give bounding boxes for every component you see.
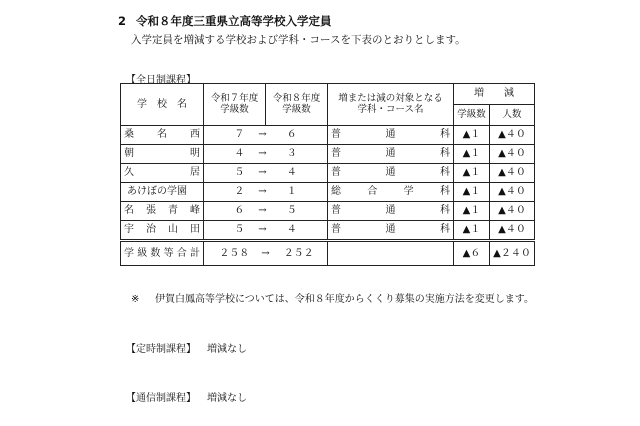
total-label: 学級数等合計 (121, 241, 204, 266)
class-change (204, 145, 328, 164)
header-course (328, 84, 454, 126)
header-course-bottom: 学科・コース名 (357, 103, 424, 115)
change-classes: ▲１ (454, 164, 490, 183)
r7-classes: ２ (234, 186, 245, 198)
change-classes: ▲１ (454, 202, 490, 221)
change-classes: ▲１ (454, 126, 490, 145)
r7-classes: ７ (234, 129, 245, 141)
note-text: 伊賀白鳳高等学校については、令和８年度からくくり募集の実施方法を変更します。 (155, 294, 534, 305)
enrollment-table (120, 83, 535, 266)
r7-classes: ５ (234, 224, 245, 236)
course-name: 普通科 (328, 164, 454, 183)
intro-text: 入学定員を増減する学校および学科・コースを下表のとおりとします。 (131, 34, 466, 46)
section-number: 2 (118, 14, 127, 28)
table-row (121, 221, 535, 241)
school-name: あけぼの学園 (121, 183, 204, 202)
header-course-top: 増または減の対象となる (338, 92, 443, 104)
school-name: 朝明 (121, 145, 204, 164)
arrow: → (258, 224, 267, 236)
full-time-label: 【全日制課程】 (126, 75, 196, 86)
change-people: ▲４０ (490, 183, 535, 202)
r7-classes: ５ (234, 167, 245, 179)
total-r7: ２５８ (219, 247, 250, 259)
table-row (121, 164, 535, 183)
class-change (204, 202, 328, 221)
course-name: 総合学科 (328, 183, 454, 202)
school-name: 久居 (121, 164, 204, 183)
table-row (121, 183, 535, 202)
r8-classes: ３ (286, 148, 297, 160)
course-name: 普通科 (328, 145, 454, 164)
course-name: 普通科 (328, 202, 454, 221)
total-course (328, 241, 454, 266)
school-name: 桑名西 (121, 126, 204, 145)
change-classes: ▲１ (454, 221, 490, 241)
change-classes: ▲１ (454, 183, 490, 202)
table-row (121, 202, 535, 221)
header-row (121, 84, 535, 105)
header-change-classes: 学級数 (454, 105, 490, 126)
course-name: 普通科 (328, 221, 454, 241)
arrow: → (258, 186, 267, 198)
course-name: 普通科 (328, 126, 454, 145)
table-row (121, 126, 535, 145)
header-r8-bottom: 学級数 (282, 103, 311, 115)
header-change: 増 減 (454, 84, 535, 105)
total-change-classes: ▲６ (454, 241, 490, 266)
arrow: → (258, 129, 267, 141)
total-change-people: ▲２４０ (490, 241, 535, 266)
class-change (204, 183, 328, 202)
total-class-change (204, 241, 328, 266)
class-change (204, 221, 328, 241)
note-mark: ※ (131, 294, 140, 305)
arrow: → (258, 205, 267, 217)
note (131, 290, 534, 305)
class-change (204, 164, 328, 183)
change-people: ▲４０ (490, 126, 535, 145)
header-r8-top: 令和８年度 (272, 92, 321, 104)
section-heading (118, 13, 332, 29)
part-time-value: 増減なし (207, 344, 247, 355)
total-arrow: → (261, 247, 270, 259)
r8-classes: ６ (286, 129, 297, 141)
change-people: ▲４０ (490, 221, 535, 241)
correspondence-value: 増減なし (207, 393, 247, 404)
r7-classes: ４ (234, 148, 245, 160)
class-change (204, 126, 328, 145)
r8-classes: ５ (286, 205, 297, 217)
total-r8: ２５２ (283, 247, 314, 259)
section-title: 令和８年度三重県立高等学校入学定員 (136, 14, 332, 28)
header-school: 学 校 名 (121, 84, 204, 126)
school-name: 名張青峰 (121, 202, 204, 221)
arrow: → (258, 148, 267, 160)
change-people: ▲４０ (490, 145, 535, 164)
header-r8 (266, 84, 328, 126)
correspondence-label: 【通信制課程】 (126, 393, 196, 404)
header-r7-top: 令和７年度 (210, 92, 259, 104)
header-change-people: 人数 (490, 105, 535, 126)
header-r7-bottom: 学級数 (220, 103, 249, 115)
table-row (121, 145, 535, 164)
header-r7 (204, 84, 266, 126)
r8-classes: ４ (286, 167, 297, 179)
change-people: ▲４０ (490, 164, 535, 183)
r8-classes: １ (286, 186, 297, 198)
school-name: 宇治山田 (121, 221, 204, 241)
part-time-label: 【定時制課程】 (126, 344, 196, 355)
change-people: ▲４０ (490, 202, 535, 221)
change-classes: ▲１ (454, 145, 490, 164)
r7-classes: ６ (234, 205, 245, 217)
arrow: → (258, 167, 267, 179)
total-row (121, 241, 535, 266)
r8-classes: ４ (286, 224, 297, 236)
